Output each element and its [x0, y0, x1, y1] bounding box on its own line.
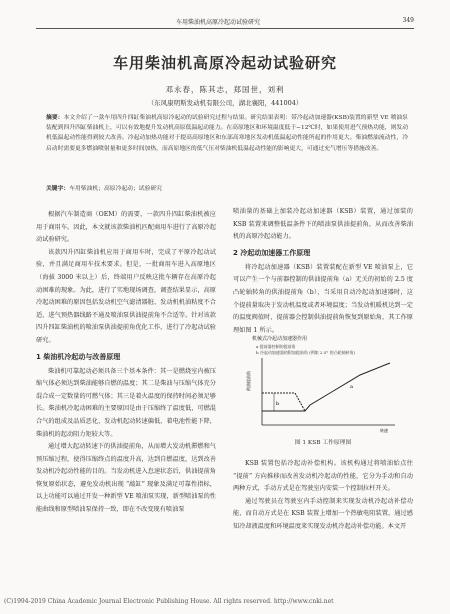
- curve-a: [262, 363, 390, 411]
- ksb-diagram: [246, 333, 400, 433]
- figure-title: 机械式冷起动加速器作用: [252, 336, 308, 342]
- figure-caption: 图 1 KSB 工作原理图: [294, 440, 352, 446]
- paragraph: 通过驾驶员在驾驶室内手动控制来实现发动机冷起动补偿功能，而自动方式是在 KSB 装置上增加一个热敏电阻装置，通过感知冷却液温度和环境温度来实现发动机冷起动补偿功能。本文开: [233, 497, 413, 530]
- section-heading: 2 冷起动加速器工作原理: [233, 248, 311, 257]
- paragraph: 柴油机可靠起动必须具备三个基本条件：其一是燃烧室内被压缩气体必须达到柴油能够自燃的温度；其二是柴油与压缩气体充分混合成一定数量的可燃气体；其三是着火温度的保持时间必须足够长。柴油机冷起动困难的主要原因是由于压缩终了温度低，可燃混合气的组成及品质恶化，发动机起动转速偏低，着电池性能下降，柴油机的起动阻力矩较大等。: [36, 367, 216, 438]
- affiliation: （东风康明斯发动机有限公司，湖北襄阳，441004）: [147, 99, 303, 107]
- right-column-top: [233, 206, 413, 337]
- label-a: a: [350, 384, 353, 390]
- legend-b: b 冷起动加速器的附加提前角 (例如 2.5° 的凸轮轴转角): [256, 350, 356, 355]
- abstract-text: 本文介绍了一款车用四升四缸柴油机高原冷起动的试验研究过程与结果。研究结果表明：带冷起动加速器(KSB)装置的新型 VE 喷油泵装配到四升四缸柴油机上，可以有效地提升发动机高原低温起动能力。在高原地区和环境温度低于−12℃时，如果使用进气预热功能，则发动机低温起动性能得到较大改善。冷起动加热功能对于提高高原地区和东部高寒地区发动机低温起动性能所起的作用更大。柴油燃油流动性，冷启动时需要更多燃油喷射量和更多时间加热，而高原地区的低气压对柴油机低温起动性能的影响更大，可通过充气增压等措施改善。: [46, 115, 408, 152]
- label-b: b: [276, 401, 280, 407]
- paragraph: 喷油量的基础上加装冷起动加速器（KSB）装置，通过加装的 KSB 装置来调整低温条件下的喷油泵供油提前角，从而改善柴油机的高原冷起动能力。: [233, 208, 413, 241]
- copyright-footer: (C)1994-2019 China Academic Journal Electronic Publishing House. All rights reserved. http://www.cnki.net: [4, 598, 334, 605]
- page-number: 349: [402, 17, 414, 24]
- paragraph: 该款四升四缸柴油机应用于商用车时，完成了平原冷起动试验，并且满足商用车技术要求。但是，一批商用车进入高原地区（海拔 3000 米以上）后，终端用户反映这批车辆存在高原冷起动困难的现象。为此，进行了实地现场调查，调查结果显示，高原冷起动困难的原因包括发动机空气滤清器脏、发动机机油粘度不合适、进气预热器线路不通及喷油泵供油提前角不合适等。针对该款四升四缸柴油机的喷油泵供油提前角优化工作，进行了冷起动试验研究。: [36, 248, 216, 344]
- y-axis-label: 供油提前角: [246, 371, 251, 391]
- keywords: [46, 183, 408, 192]
- running-title: 车用柴油机高原冷起动试验研究: [176, 19, 261, 26]
- right-column-bottom: [233, 458, 413, 534]
- abstract-label: 摘要：: [46, 115, 64, 121]
- paragraph: 将冷起动加速器（KSB）装置装配在新型 VE 喷油泵上，它可以产生一个与前器控制的供油提前角（a）无关的初始的 2.5 度凸轮轴转角的供油提前角（b），当采用自动冷起动加速器时，这个提前量取决于发动机温度或者环境温度；当发动机暖机达到一定的温度阀值时，提前器会控制供油提前角恢复到原始角，其工作原理如图 1 所示。: [233, 263, 413, 334]
- abstract: [46, 113, 408, 154]
- x-axis-label: 转速: [380, 428, 388, 433]
- keywords-label: 关键字：: [46, 186, 70, 192]
- curve-b: [262, 393, 305, 411]
- section-heading: 1 柴油机冷起动与改善原理: [36, 352, 121, 361]
- legend-a: a 提前器控制的提前角: [256, 344, 296, 349]
- paragraph: KSB 装置包括冷起动补偿机构。该机构通过将喷油始点往 “提前” 方向推移而改善发动机冷起动的性能，它分为手动和自动两种方式，手动方式是在驾驶室内安装一个控制拉杆开关。: [233, 460, 413, 493]
- authors: 邓永春，陈其志，郑国世，刘利: [165, 85, 285, 94]
- keywords-text: 车用柴油机；高原冷起动；试验研究: [69, 186, 162, 192]
- left-column: [36, 209, 216, 517]
- paper-title: 车用柴油机高原冷起动试验研究: [112, 54, 337, 72]
- paragraph: 根据汽车制造商（OEM）的需要，一款四升四缸柴油机被应用于商用车。因此，本文就该款柴油机匹配商用车进行了高原冷起动试验研究。: [36, 211, 216, 244]
- running-header: [36, 14, 414, 29]
- paragraph: 通过增大起动转速下的供油提前角，从而增大发动机滞燃和气预压缩过程，使得压缩终点的温度升高，达到自燃温度，达到改善发动机冷起动性能的目的。当发动机进入怠速状态后，供油提前角恢复原始状态，避免发动机出现 “敲缸” 现象及满足可靠性指标，以上功能可以通过开发一种新型 VE 喷油泵实现，新型喷油泵的性能曲线和原型喷油泵保持一致，即在不改变现有喷油泵: [36, 443, 216, 514]
